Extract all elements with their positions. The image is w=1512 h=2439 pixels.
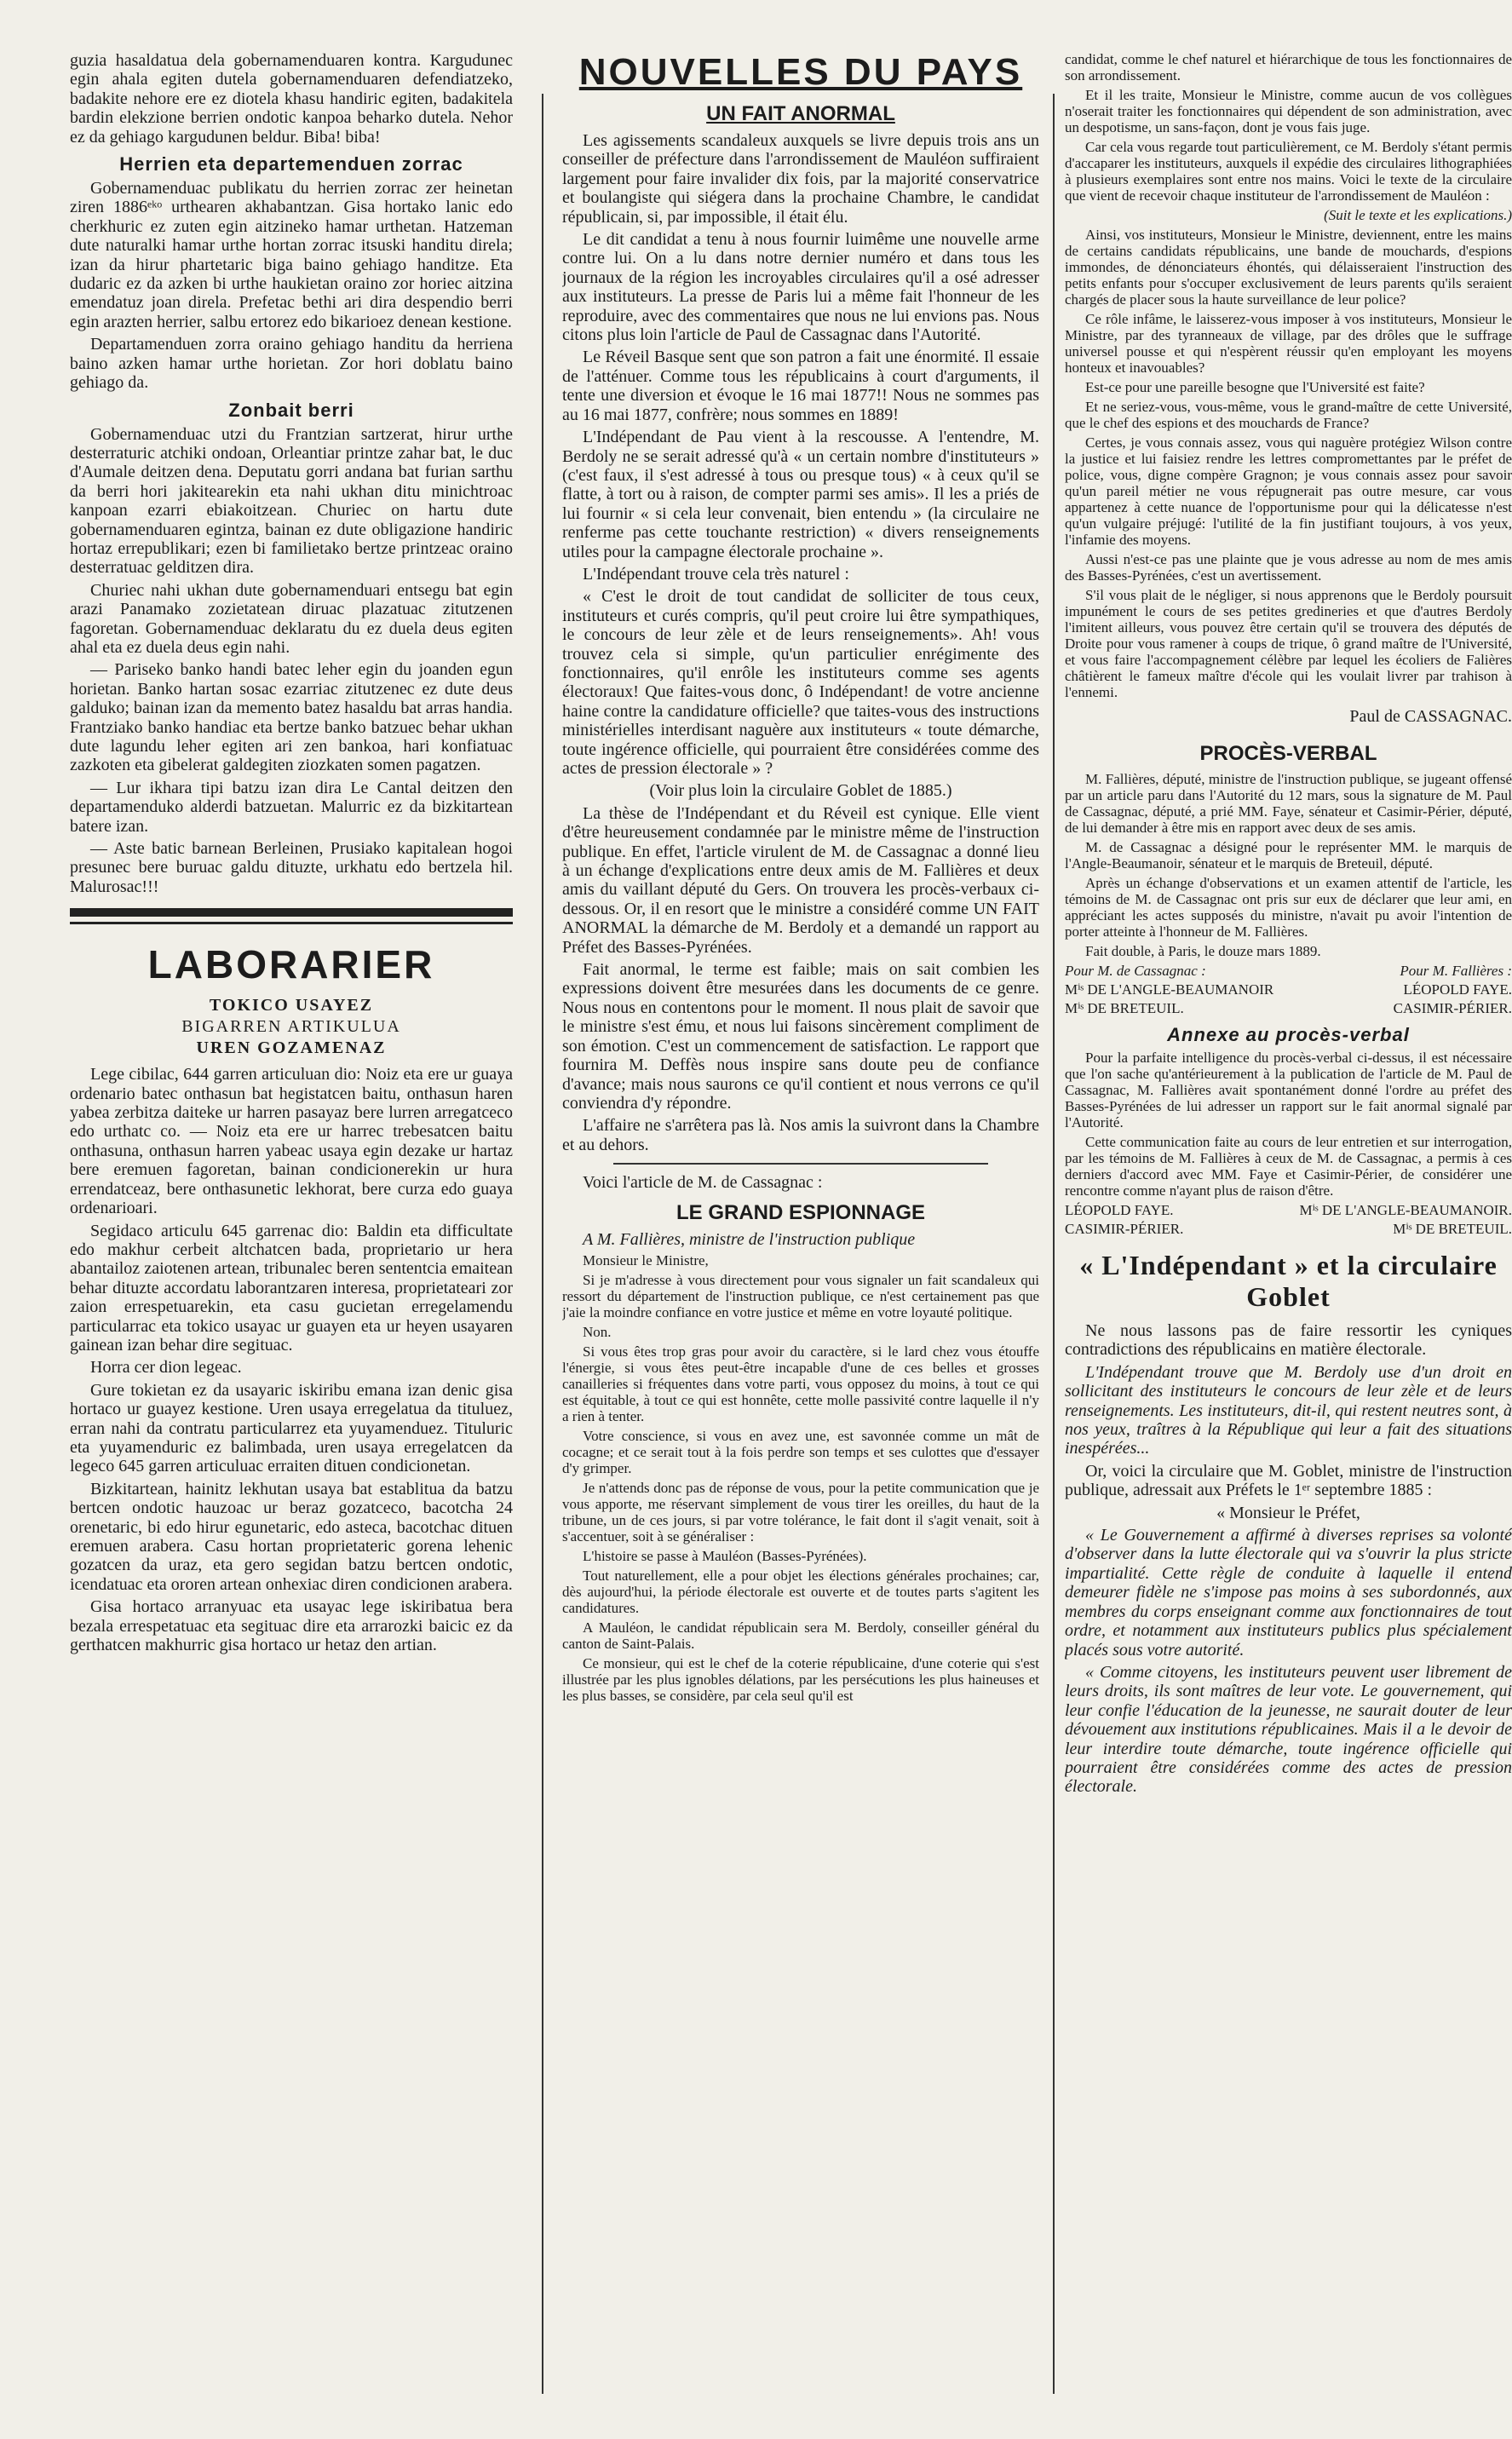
paragraph: M. Fallières, député, ministre de l'instruction publique, se jugeant offensé par un article paru dans l'Autorité du 12 mars, sous la signature de M. Paul de Cassagnac, député, a prié MM. Faye, sénateur et Casimir-Périer, député, de lui demander à être mis en rapport avec deux de ses amis. [1065,771,1512,836]
paragraph: Churiec nahi ukhan dute gobernamenduari entsegu bat egin arazi Panamako zozietatean diruac plazatuac zitutzenen fagoretan. Gobernamenduac deklaratu du ez duela deus egiten ahal eta ez duela deus egin nahi. [70,580,513,657]
section-heading: Annexe au procès-verbal [1167,1024,1410,1045]
article-title: UN FAIT ANORMAL [706,102,895,125]
paragraph: Ce monsieur, qui est le chef de la coterie républicaine, d'une coterie qui s'est illustrée par les plus ignobles délations, par les persécutions les plus haineuses et les plus basses, se considère, par cela seul qu'il est [562,1654,1039,1704]
paragraph: Tout naturellement, elle a pour objet les élections générales prochaines; car, dès aujourd'hui, la période électorale est ouverte et de toutes parts s'agitent les candidatures. [562,1567,1039,1616]
witness-name: Mⁱˢ DE BRETEUIL. [1065,1000,1184,1016]
paragraph: Gobernamenduac publikatu du herrien zorrac zer heinetan ziren 1886ᵉᵏᵒ urthearen akhabantzan. Gisa hortako lanic edo cherkhuric ez zuten egin aitzineko hamar urthetan. Hatzeman dute naturalki hamar urthe hortan zorrac itsuski handitu direla; izan da hirur phartetaric biga baino gehiago handitze. Eta dudaric ez da azken bi urthe haukietan oraino zor horiec aitzina emendatuz joan direla. Prefetac bethi ari dira despendio berri egin arazten herrier, salbu ertorez edo bikarioez denean kestione. [70,179,513,331]
paragraph: Si je m'adresse à vous directement pour vous signaler un fait scandaleux qui ressort du département de l'instruction publique, ce n'est certainement pas que j'aie la moindre confiance en votre justice et même en votre loyauté politique. [562,1271,1039,1320]
note: (Suit le texte et les explications.) [1324,207,1512,223]
paragraph: Or, voici la circulaire que M. Goblet, ministre de l'instruction publique, adressait aux Préfets le 1ᵉʳ septembre 1885 : [1065,1461,1512,1500]
witness-label: Pour M. Fallières : [1400,963,1512,979]
paragraph: L'affaire ne s'arrêtera pas là. Nos amis la suivront dans la Chambre et au dehors. [562,1116,1039,1154]
paragraph: M. de Cassagnac a désigné pour le représenter MM. le marquis de l'Angle-Beaumanoir, sénateur et le marquis de Breteuil, député. [1065,839,1512,871]
paragraph: — Aste batic barnean Berleinen, Prusiako kapitalean hogoi presunec bere buruac galdu dituzte, urkhatu edo bertzela hil. Malurosac!!! [70,839,513,896]
witness-label: Pour M. de Cassagnac : [1065,963,1206,979]
paragraph: candidat, comme le chef naturel et hiérarchique de tous les fonctionnaires de son arrondissement. [1065,51,1512,83]
article-title: PROCÈS-VERBAL [1199,742,1377,765]
paragraph: Si vous êtes trop gras pour avoir du caractère, si le lard chez vous étouffe l'énergie, si vous êtes peut-être incapable d'une de ces belles et grosses canailleries si fréquentes dans votre parti, vous opposez du moins, à tout ce qui est équitable, à tout ce qui est honnête, cette molle passivité contre laquelle il n'y a rien à tenter. [562,1343,1039,1424]
witness-row [1065,1000,1512,1017]
salutation: Monsieur le Ministre, [583,1251,709,1268]
paragraph: Horra cer dion legeac. [90,1358,242,1378]
paragraph: guzia hasaldatua dela gobernamenduaren kontra. Kargudunec egin ahala egiten dutela gobernamenduaren defendiatzeko, badakite nehore ere ez diotela khasu handiric egiten, badakitela bardin elekzione berrien ondotic kanpoa beharko dutela. Nehor ez da gehiago kargudunen beldur. Biba! biba! [70,51,513,147]
column-continuation [1065,51,1512,2402]
paragraph: L'Indépendant trouve que M. Berdoly use d'un droit en sollicitant des instituteurs le concours de leur zèle et de leurs renseignements. Les instituteurs, dit-il, qui restent neutres sont, à nos yeux, traîtres à la République qui leur a fait des situations inespérées... [1065,1362,1512,1458]
column-rule [542,94,543,2394]
paragraph: La thèse de l'Indépendant et du Réveil est cynique. Elle vient d'être heureusement condamnée par le ministre même de l'instruction publique. En effet, l'article virulent de M. de Cassagnac a donné lieu à un échange d'explications entre deux amis de M. Fallières et deux amis du vaillant député du Gers. On trouvera les procès-verbaux ci-dessous. Or, il en resort que le ministre a considéré comme UN FAIT ANORMAL la démarche de M. Berdoly et a demandé un rapport au Préfet des Basses-Pyrénées. [562,803,1039,957]
paragraph: Non. [583,1323,612,1340]
witness-name: Mⁱˢ DE L'ANGLE-BEAUMANOIR [1065,981,1274,998]
witness-name: LÉOPOLD FAYE. [1403,981,1512,998]
section-banner: LABORARIER [147,942,435,987]
divider [70,922,513,924]
paragraph: Voici l'article de M. de Cassagnac : [583,1173,823,1193]
witness-name: CASIMIR-PÉRIER. [1393,1000,1512,1016]
paragraph: Fait double, à Paris, le douze mars 1889. [1085,943,1321,959]
salutation: « Monsieur le Préfet, [1216,1503,1360,1522]
column-rule [1053,94,1055,2394]
paragraph: S'il vous plait de le négliger, si nous apprenons que le Berdoly poursuit impunément le cours de ses petites gredineries et que d'autres Berdoly l'imitent ailleurs, vous pouvez être certain qu'il se trouvera des députés de Droite pour vous ramener à coups de trique, ô grand maître de l'Université, et vous faire l'accompagnement célèbre par lequel les écoliers de Falières châtièrent le fameux maître d'école qui les voulait livrer par trahison à l'ennemi. [1065,587,1512,700]
article-title: « L'Indépendant » et la circulaire Goblet [1079,1250,1498,1312]
sub-heading: BIGARREN ARTIKULUA [181,1017,401,1037]
witness-name: Mⁱˢ DE L'ANGLE-BEAUMANOIR. [1299,1202,1512,1218]
paragraph: L'Indépendant trouve cela très naturel : [583,564,849,584]
column-nouvelles [562,51,1039,2402]
paragraph: Car cela vous regarde tout particulièrement, ce M. Berdoly s'étant permis d'accaparer les instituteurs, auxquels il expédie des circulaires lithographiées à plusieurs exemplaires sont entre nos mains. Voici le texte de la circulaire que vient de recevoir chaque instituteur de l'arrondissement de Mauléon : [1065,139,1512,204]
paragraph: Les agissements scandaleux auxquels se livre depuis trois ans un conseiller de préfecture dans l'arrondissement de Mauléon suffiraient largement pour faire invalider dix fois, par la majorité conservatrice et boulangiste qui siégera dans la prochaine Chambre, le candidat républicain, si, par impossible, il était élu. [562,131,1039,227]
article-title: LE GRAND ESPIONNAGE [676,1200,926,1224]
paragraph: — Lur ikhara tipi batzu izan dira Le Cantal deitzen den departamenduko alderdi batzuetan. Malurric ez da bizkitartean batere izan. [70,778,513,836]
sub-heading: TOKICO USAYEZ [209,996,374,1015]
column-basque [70,51,513,2402]
paragraph: Gure tokietan ez da usayaric iskiribu emana izan denic gisa hortaco ur guayez kestione. Uren usaya erregelatua da tituluez, erran nahi da contratu particularrez eta yuyamenduez. Tituluric eta yuyamenduric ez balimbada, uren usaya erregelatcen da legeco 645 garren articuluac erraiten dituen condicionetan. [70,1380,513,1476]
paragraph: Pour la parfaite intelligence du procès-verbal ci-dessus, il est nécessaire que l'on sache qu'antérieurement à la publication de l'article de M. Paul de Cassagnac, M. Fallières avait spontanément donné l'ordre au préfet des Basses-Pyrénées de lui adresser un rapport sur le fait anormal signalé par l'Autorité. [1065,1050,1512,1130]
paragraph: « Le Gouvernement a affirmé à diverses reprises sa volonté d'observer dans la lutte électorale qui va s'ouvrir la plus stricte impartialité. Cette règle de conduite à laquelle il entend demeurer fidèle ne s'impose pas moins à ses subordonnés, aux membres du corps enseignant comme aux fonctionnaires de tout ordre, et notamment aux instituteurs publics plus spécialement placés sous votre autorité. [1065,1526,1512,1660]
witness-row [1065,981,1512,998]
paragraph: L'Indépendant de Pau vient à la rescousse. A l'entendre, M. Berdoly ne se serait adressé qu'à « un certain nombre d'instituteurs » (c'est faux, il s'est adressé à tous ou presque tous) « à ceux qu'il se flatte, à tort ou à raison, de compter parmi ses amis». Il les a priés de lui fournir « si cela leur convenait, bien entendu » (la circulaire ne renferme pas cette touchante restriction) « divers renseignements utiles pour la campagne électorale prochaine ». [562,428,1039,561]
divider [613,1163,988,1165]
paragraph: Je n'attends donc pas de réponse de vous, pour la petite communication que je vous apporte, me réservant simplement de vous tirer les oreilles, du haut de la tribune, un de ces jours, si par votre tolérance, le fait dont il s'agit venait, soit à s'accentuer, soit à se généraliser : [562,1479,1039,1545]
paragraph: Ne nous lassons pas de faire ressortir les cyniques contradictions des républicains en matière électorale. [1065,1321,1512,1360]
paragraph: Après un échange d'observations et un examen attentif de l'article, les témoins de M. de Cassagnac ont pris sur eux de déclarer que leur ami, en appréciant les actes supposés du ministre, n'avait pu avoir l'intention de porter atteinte à l'honneur de M. Fallières. [1065,875,1512,940]
paragraph: — Pariseko banko handi batec leher egin du joanden egun horietan. Banko hartan sosac ezarriac zitutzenec ez dute deus galduko; bainan izan da memento batez hasaldu bat arras handia. Frantziako banko handiac eta bertze banko batzuec behar ukhan dute lagundu leher egiten ari zen bankoa, hari konfiatuac zazkoten eta gibelerat galdegiten ziozkaten somen pagatzen. [70,660,513,775]
paragraph: Le dit candidat a tenu à nous fournir luimême une nouvelle arme contre lui. On a lu dans notre dernier numéro et dans tous les journaux de la région les incroyables circulaires qu'il a osé adresser aux instituteurs. La presse de Paris lui a même fait l'honneur de les reproduire, avec des commentaires que nous ne lui envions pas. Nous citons plus loin l'article de Paul de Cassagnac dans l'Autorité. [562,230,1039,345]
note: (Voir plus loin la circulaire Goblet de 1885.) [649,781,952,801]
section-heading: Herrien eta departemenduen zorrac [119,153,463,175]
paragraph: Gobernamenduac utzi du Frantzian sartzerat, hirur urthe desterraturic atchiki ondoan, Orleantiar printze zahar bat, le duc d'Aumale deitzen dena. Deputatu gorri andana bat furian sarthu da berri hori jakitearekin eta nahi ukhan ditu minichtroac kanpoan ezarri ebiakoitzean. Churiec on hartu dute gobernamenduaren egintza, bainan ez dute obligazione handiric hortaz errepublikari; ezen bi familietako bertze printzeac oraino desterratuac gelditzen dira. [70,424,513,578]
section-banner: NOUVELLES DU PAYS [578,51,1023,93]
witness-name: Mⁱˢ DE BRETEUIL. [1393,1221,1512,1237]
paragraph: Aussi n'est-ce pas une plainte que je vous adresse au nom de mes amis des Basses-Pyrénées, c'est un avertissement. [1065,551,1512,584]
paragraph: Gisa hortaco arranyuac eta usayac lege iskiribatua bera bezala errespetatuac eta segituac dire eta arrarozki baicic ez da gerthatcen makhurric gisa hortaco ur hetaz den artian. [70,1597,513,1655]
paragraph: Ce rôle infâme, le laisserez-vous imposer à vos instituteurs, Monsieur le Ministre, par des tyranneaux de village, par des drôles que le suffrage universel pousse et qui n'espèrent réussir qu'en employant les moyens honteux et inavouables? [1065,311,1512,376]
paragraph: Le Réveil Basque sent que son patron a fait une énormité. Il essaie de l'atténuer. Comme tous les républicains à court d'arguments, il tente une diversion et évoque le 16 mai 1877!! Nous ne sommes pas au 16 mai 1877, confrère; nous sommes en 1889! [562,348,1039,424]
witness-row [1065,1221,1512,1238]
witness-row [1065,1202,1512,1219]
paragraph: Segidaco articulu 645 garrenac dio: Baldin eta difficultate edo makhur cerbeit altchatcen bada, proprietario ur hera abantailoz zaiotenen artean, tribunalec beren sententcia emaitean behar dituzte accordatu laborantzaren interesa, proprietateari zor zaion errespetuarekin, eta casu gucietan erregelamendu particularrac eta tokico usayac ur guayen eta ur heyen usayaren gainean izan behar dire segituac. [70,1221,513,1355]
sub-heading: UREN GOZAMENAZ [196,1038,387,1058]
paragraph: Et ne seriez-vous, vous-même, vous le grand-maître de cette Université, que le chef des espions et des mouchards de France? [1065,399,1512,431]
paragraph: L'histoire se passe à Mauléon (Basses-Pyrénées). [583,1547,867,1564]
paragraph: Votre conscience, si vous en avez une, est savonnée comme un mât de cocagne; et ce serait tout à la fois perdre son temps et ses culottes que d'essayer d'y grimper. [562,1427,1039,1476]
paragraph: Lege cibilac, 644 garren articuluan dio: Noiz eta ere ur guaya ordenario batec onthasun bat hegistatcen baitu, onthasun haren yabea zerbitza daiteke ur harren pasayaz bere lurren arregatceco edo urthatc co. — Noiz eta ere ur harrec trebesatcen baitu onthasuna, onthasun harren yabeac usaya egin dezake ur hartaz bere eremuen fagoretan, bainan condicionerekin ur hura errendatceaz, bere onthasunetic lekhorat, bere curza edo guaya ordenarioari. [70,1065,513,1218]
paragraph: Ainsi, vos instituteurs, Monsieur le Ministre, deviennent, entre les mains de certains candidats républicains, une bande de mouchards, d'espions immondes, de dénonciateurs éhontés, qui délaisseraient l'instruction des petits enfants pour s'occuper exclusivement de leurs parents qu'ils seraient chargés de placer sous la haute surveillance de leur police? [1065,227,1512,308]
signature: Paul de CASSAGNAC. [1349,707,1512,726]
divider [70,908,513,917]
address-line: A M. Fallières, ministre de l'instruction publique [583,1229,916,1249]
witness-header [1065,963,1512,980]
witness-name: LÉOPOLD FAYE. [1065,1202,1174,1218]
paragraph: Bizkitartean, hainitz lekhutan usaya bat establitua da batzu bertcen ondotic hauzoac ur beraz gozatceco, bacotcha 24 orenetaric, bi edo hirur egunetaric, edo asteca, bacotchac dituen eremuen arabera. Casu hortan proprietateric gorena lehenic gozatcen da uraz, eta gero segidan batzu bertcen ondotic, icendatuac eta ororen artean onhexiac diren condicionen arabera. [70,1479,513,1594]
paragraph: A Mauléon, le candidat républicain sera M. Berdoly, conseiller général du canton de Saint-Palais. [562,1619,1039,1652]
section-heading: Zonbait berri [228,399,354,421]
paragraph: Cette communication faite au cours de leur entretien et sur interrogation, par les témoins de M. Fallières à ceux de M. de Cassagnac, a permis à ces derniers d'accord avec MM. Faye et Casimir-Périer, de considérer une rencontre comme n'ayant plus de raison d'être. [1065,1134,1512,1199]
witness-name: CASIMIR-PÉRIER. [1065,1221,1184,1237]
paragraph: « Comme citoyens, les instituteurs peuvent user librement de leurs droits, ils sont maîtres de leur vote. Le gouvernement, qui leur confie l'éducation de la jeunesse, ne saurait douter de leur dévouement aux institutions républicaines. Mais il a le devoir de leur interdire toute démarche, toute ingérence officielle qui pourraient être considérées comme des actes de pression électorale. [1065,1662,1512,1797]
paragraph: Fait anormal, le terme est faible; mais on sait combien les expressions doivent être mesurées dans les documents de ce genre. Nous nous en contentons pour le moment. Il nous plait de savoir que le ministre s'est ému, et nous lui faisons sincèrement compliment de son émotion. C'est un commencement de satisfaction. Le rapport que fournira M. Deffès nous inspire sans doute peu de confiance d'avance; mais nous saurons ce qu'il contient et nous verrons ce qu'il conviendra d'y répondre. [562,960,1039,1113]
paragraph: Departamenduen zorra oraino gehiago handitu da herriena baino azken hamar urthe horietan. Zor hori doblatu baino gehiago da. [70,335,513,393]
paragraph: Et il les traite, Monsieur le Ministre, comme aucun de vos collègues n'oserait traiter les fonctionnaires qui dépendent de son administration, avec un despotisme, un sans-façon, dont je vous fais juge. [1065,87,1512,135]
paragraph: Certes, je vous connais assez, vous qui naguère protégiez Wilson contre la justice et lui faisiez rendre les lettres compromettantes par le préfet de police, vous, digne compère Gragnon; je vous connais assez pour savoir qu'un pareil métier ne vous répugnerait pas outre mesure, car vous appartenez à cette nuance de l'opportunisme pour qui la délicatesse n'est qu'un vulgaire préjugé: l'utilité de la fin justifiant toujours, à vos yeux, l'infamie des moyens. [1065,434,1512,548]
paragraph: « C'est le droit de tout candidat de solliciter de tous ceux, instituteurs et curés compris, qu'il peut croire lui être sympathiques, le concours de leur zèle et de leurs renseignements». Ah! vous trouvez cela si simple, qu'un particulier enrégimente des fonctionnaires, qu'il enrôle les instituteurs comme ses agents électoraux! Que faites-vous donc, ô Indépendant! de votre ancienne haine contre la candidature officielle? que taites-vous des instructions ministérielles interdisant naguère aux instituteurs « toute démarche, toute ingérence officielle, qui pourraient être considérées comme des actes de pression électorale » ? [562,587,1039,778]
paragraph: Est-ce pour une pareille besogne que l'Université est faite? [1085,379,1425,395]
